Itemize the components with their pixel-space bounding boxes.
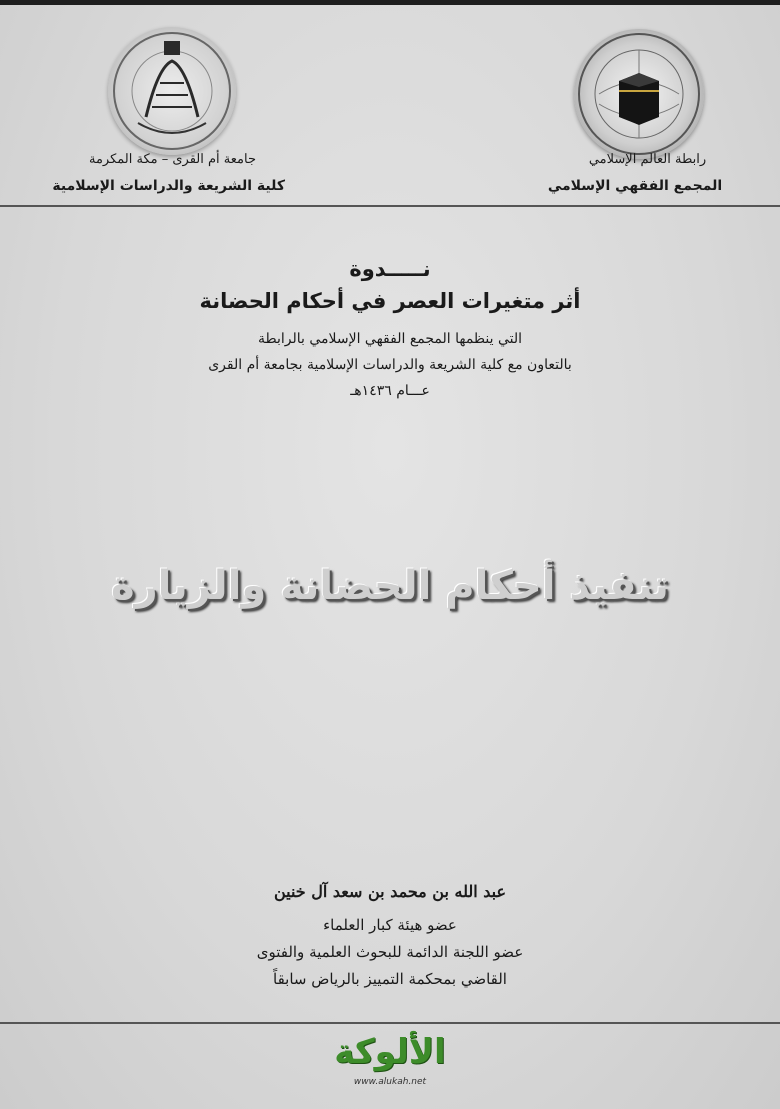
author-name: عبد الله بن محمد بن سعد آل خنين: [273, 882, 507, 901]
seminar-cooperation: بالتعاون مع كلية الشريعة والدراسات الإسلامية بجامعة أم القرى: [208, 357, 572, 373]
left-org-name: جامعة أم القرى – مكة المكرمة: [88, 152, 256, 167]
alukah-url: www.alukah.net: [353, 1077, 427, 1087]
author-role-2: عضو اللجنة الدائمة للبحوث العلمية والفتوى: [256, 943, 524, 961]
footer-divider: [0, 1022, 780, 1024]
university-emblem-icon: [108, 27, 236, 155]
fiqh-council-seal: [574, 29, 704, 159]
seminar-topic: أثر متغيرات العصر في أحكام الحضانة: [199, 289, 581, 313]
left-org-faculty: كلية الشريعة والدراسات الإسلامية: [52, 178, 285, 194]
right-org-name: رابطة العالم الإسلامي: [588, 152, 707, 167]
author-role-3: القاضي بمحكمة التمييز بالرياض سابقاً: [273, 970, 507, 988]
right-org-council: المجمع الفقهي الإسلامي: [547, 178, 723, 194]
seminar-year: عـــام ١٤٣٦هـ: [350, 383, 430, 399]
alukah-logo: الألوكة: [334, 1032, 446, 1072]
seminar-label: نـــــدوة: [349, 257, 431, 281]
document-title: تنفيذ أحكام الحضانة والزيارة: [111, 563, 669, 609]
cover-page: [0, 5, 780, 1109]
author-role-1: عضو هيئة كبار العلماء: [323, 916, 457, 934]
umm-al-qura-seal: [108, 27, 236, 155]
seminar-organizer: التي ينظمها المجمع الفقهي الإسلامي بالرابطة: [257, 331, 523, 347]
header-divider: [0, 205, 780, 207]
kaaba-emblem-icon: [574, 29, 704, 159]
